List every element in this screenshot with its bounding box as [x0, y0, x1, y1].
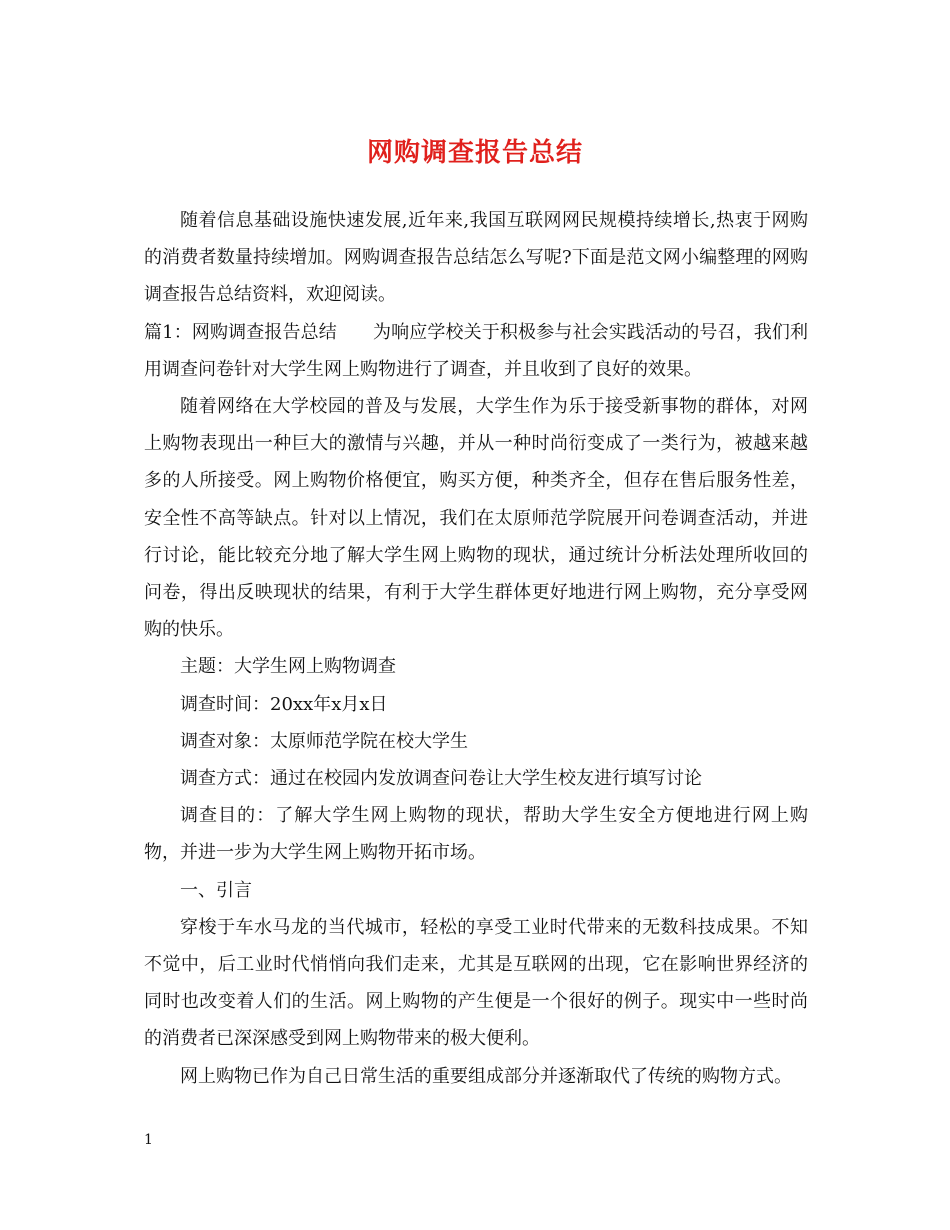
intro-paragraph: 随着信息基础设施快速发展,近年来,我国互联网网民规模持续增长,热衷于网购的消费者数量持续增加。网购调查报告总结怎么写呢?下面是范文网小编整理的网购调查报告总结资料，欢迎阅读。 [144, 210, 808, 306]
survey-purpose: 调查目的：了解大学生网上购物的现状，帮助大学生安全方便地进行网上购物，并进一步为大学生网上购物开拓市场。 [144, 805, 808, 864]
chapter-label: 篇1：网购调查报告总结 [144, 321, 337, 343]
survey-target: 调查对象：太原师范学院在校大学生 [180, 730, 468, 752]
chapter-text: 为响应学校关于积极参与社会实践活动的号召，我们利用调查问卷针对大学生网上购物进行了调查，并且收到了良好的效果。 [144, 321, 809, 380]
document-title: 网购调查报告总结 [366, 138, 583, 168]
survey-time: 调查时间：20xx年x月x日 [180, 693, 388, 715]
chapter-paragraph [144, 314, 808, 388]
body-paragraph-3: 网上购物已作为自己日常生活的重要组成部分并逐渐取代了传统的购物方式。 [180, 1065, 792, 1087]
survey-subject: 主题：大学生网上购物调查 [180, 656, 396, 678]
section-heading-intro: 一、引言 [180, 879, 252, 901]
page-number: 1 [144, 1132, 153, 1148]
document-body [144, 202, 808, 1095]
survey-method: 调查方式：通过在校园内发放调查问卷让大学生校友进行填写讨论 [180, 768, 702, 790]
body-paragraph-1: 随着网络在大学校园的普及与发展，大学生作为乐于接受新事物的群体，对网上购物表现出一种巨大的激情与兴趣，并从一种时尚衍变成了一类行为，被越来越多的人所接受。网上购物价格便宜，购买方便，种类齐全，但存在售后服务性差，安全性不高等缺点。针对以上情况，我们在太原师范学院展开问卷调查活动，并进行讨论，能比较充分地了解大学生网上购物的现状，通过统计分析法处理所收回的问卷，得出反映现状的结果，有利于大学生群体更好地进行网上购物，充分享受网购的快乐。 [144, 396, 808, 641]
body-paragraph-2: 穿梭于车水马龙的当代城市，轻松的享受工业时代带来的无数科技成果。不知不觉中，后工业时代悄悄向我们走来，尤其是互联网的出现，它在影响世界经济的同时也改变着人们的生活。网上购物的产生便是一个很好的例子。现实中一些时尚的消费者已深深感受到网上购物带来的极大便利。 [144, 916, 808, 1050]
